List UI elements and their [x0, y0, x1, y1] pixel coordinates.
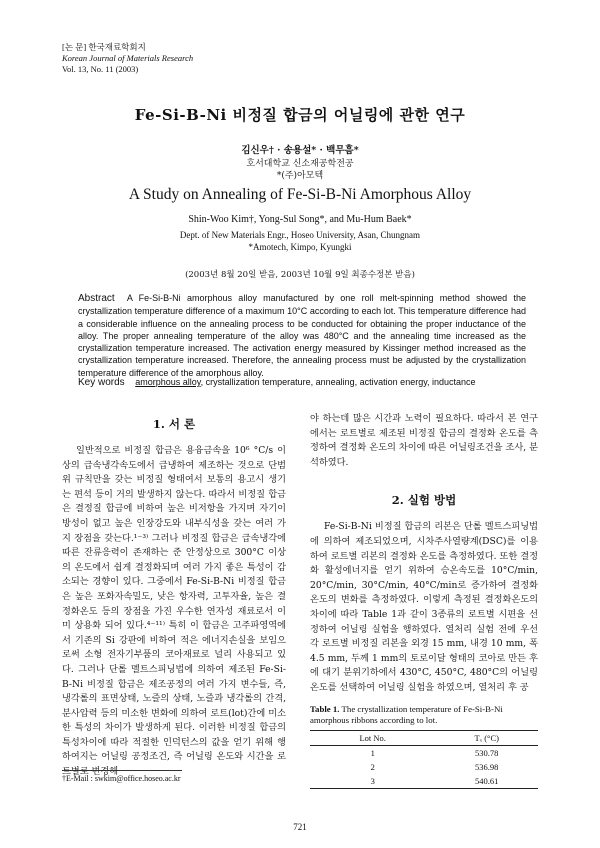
section-1-paragraph: 일반적으로 비정질 합금은 용융금속을 10⁶ °C/s 이상의 급속냉각속도에서 급냉하여 제조하는 것으로 단범위 규칙만을 갖는 비정질 형태여서 보통의 용고시 생기는 편석 등이 거의 발생하지 않는다. 따라서 비정질 합금은 결정질 합금에 비하여 높은 비저항을 가지며 자기이방성이 없고 높은 인장강도와 내부식성을 갖는 여러 가지 장점을 갖는다.¹⁻³⁾ 그러나 비정질 합금은 급속냉각에 따른 잔류응력이 존재하는 준 안정상으로 300°C 이상의 온도에서 쉽게 결정화되며 여러 가지 좋은 특성이 감소되는 경향이 있다. 그중에서 Fe-Si-B-Ni 비정질 합금은 높은 포화자속밀도, 낮은 항자력, 고투자율, 높은 결정화온도 등의 장점을 가진 우수한 연자성 재료로서 이미 상용화 되어 있다.⁴⁻¹¹⁾ 특히 이 합금은 고주파영역에서 기존의 Si 강판에 비하여 적은 에너지손실을 보임으로써 소형 전자기부품의 코아재료로 널리 사용되고 있다. 그러나 단롤 멜트스피닝법에 의하여 제조된 Fe-Si-B-Ni 비정질 합금은 제조공정의 여러 가지 변수들, 즉, 냉각롤의 표면상태, 노즐의 상태, 노즐과 냉각롤의 간격, 분사압력 등의 미소한 변화에 의하여 로트(lot)간에 미소한 특성의 차이가 발생하게 된다. 이러한 비정질 합금의 특성차이에 따라 적절한 인덕턴스의 값을 얻기 위해 행하여지는 어닐링 공정조건, 즉 어닐링 온도와 시간을 로트별로 변경해	[62, 445, 286, 778]
section-1-heading: 1. 서 론	[152, 417, 196, 431]
table-1-caption-text: The crystallization temperature of Fe-Si-B-Ni amorphous ribbons according to lot.	[310, 703, 503, 725]
keyword-amorphous-alloy: amorphous alloy	[135, 377, 201, 387]
section-1-body	[62, 444, 286, 780]
journal-volume: Vol. 13, No. 11 (2003)	[62, 64, 139, 74]
table-1-label: Table 1.	[310, 703, 340, 714]
section-2-heading: 2. 실험 방법	[391, 493, 457, 508]
table-cell-lot: 1	[370, 747, 375, 758]
table-cell-tx: 530.78	[475, 747, 499, 758]
journal-header	[62, 42, 193, 75]
table-cell-tx: 540.61	[435, 774, 538, 789]
table-row	[310, 774, 538, 789]
affiliation-english-1: Dept. of New Materials Engr., Hoseo University, Asan, Chungnam	[179, 230, 421, 240]
abstract	[78, 292, 526, 379]
journal-name-en: Korean Journal of Materials Research	[62, 53, 194, 63]
page-number: 721	[293, 822, 307, 832]
affiliation-korean-1: 호서대학교 신소재공학전공	[246, 159, 354, 169]
table-row	[310, 745, 538, 760]
received-dates: (2003년 8월 20일 받음, 2003년 10월 9일 최종수정본 받음)	[185, 270, 415, 280]
title-korean: Fe-Si-B-Ni 비정질 합금의 어닐링에 관한 연구	[134, 106, 466, 124]
right-column	[310, 412, 538, 789]
footnote-rule	[62, 770, 182, 771]
footnote-email: †E-Mail : swkim@office.hoseo.ac.kr	[62, 774, 181, 783]
keywords-label: Key words	[78, 377, 125, 388]
authors-english: Shin-Woo Kim†, Yong-Sul Song*, and Mu-Hum Baek*	[188, 214, 412, 225]
table-1-caption	[310, 704, 538, 726]
authors-korean: 김신우† · 송용설* · 백무흠*	[241, 145, 359, 156]
section-2-body	[310, 520, 538, 695]
table-1-header-lot: Lot No.	[310, 730, 435, 745]
keywords	[78, 377, 538, 388]
left-column	[62, 416, 286, 780]
abstract-label: Abstract	[78, 293, 115, 304]
table-cell-lot: 2	[370, 761, 375, 772]
section-2-paragraph: Fe-Si-B-Ni 비정질 합금의 리본은 단롤 멜트스피닝법에 의하여 제조되었으며, 시차주사열량계(DSC)를 이용하여 로트별 리본의 결정화 온도를 측정하였다. 또한 결정화 활성에너지를 얻기 위하여 승온속도를 10°C/min, 20°C/min, 30°C/min, 40°C/min로 증가하여 결정화 온도의 변화를 측정하였다. 이렇게 측정된 결정화온도의 차이에 따라 Table 1과 같이 3종류의 로트별 시편을 선정하여 어닐링 실험을 행하였다. 열처리 실험 전에 우선 각 로트별 비정질 리본을 외경 15 mm, 내경 10 mm, 폭 4.5 mm, 두께 1 mm의 토로이달 형태의 코아로 만든 후에 대기 분위기하에서 430°C, 450°C, 480°C의 어닐링 온도를 선택하여 어닐링 실험을 하였으며, 열처리 후 공	[310, 521, 538, 693]
table-1-header-tx: Tₓ (°C)	[435, 730, 538, 745]
section-1-continuation	[310, 412, 538, 470]
title-english: A Study on Annealing of Fe-Si-B-Ni Amorphous Alloy	[128, 186, 472, 203]
affiliation-korean-2: *(주)아모텍	[276, 171, 324, 181]
journal-name-kr: [논 문] 한국재료학회지	[62, 42, 146, 52]
keywords-list: , crystallization temperature, annealing, activation energy, inductance	[200, 377, 476, 387]
affiliation-english-2: *Amotech, Kimpo, Kyungki	[248, 242, 352, 252]
table-cell-tx: 536.98	[475, 761, 499, 772]
section-1-continuation-text: 야 하는데 많은 시간과 노력이 필요하다. 따라서 본 연구에서는 로트별로 제조된 비정질 합금의 결정화 온도를 측정하여 결정화 온도의 차이에 따른 어닐링조건을 조사, 분석하였다.	[310, 413, 538, 468]
table-1	[310, 730, 538, 789]
abstract-text: A Fe-Si-B-Ni amorphous alloy manufactured by one roll melt-spinning method showed the crystallization temperature difference of a maximum 10°C according to each lot. This temperature difference had a considerable influence on the annealing process to be conducted for obtaining the proper inductance of the alloy. The proper annealing temperature of the alloy was 480°C and the annealing time increased as the crystallization temperature increased. The activation energy measured by Kissinger method increased as the crystallization temperature increased. Therefore, the annealing process must be adjusted by the crystallization temperature difference of the amorphous alloy.	[78, 293, 526, 378]
table-cell-lot: 3	[310, 774, 435, 789]
table-row	[310, 760, 538, 774]
